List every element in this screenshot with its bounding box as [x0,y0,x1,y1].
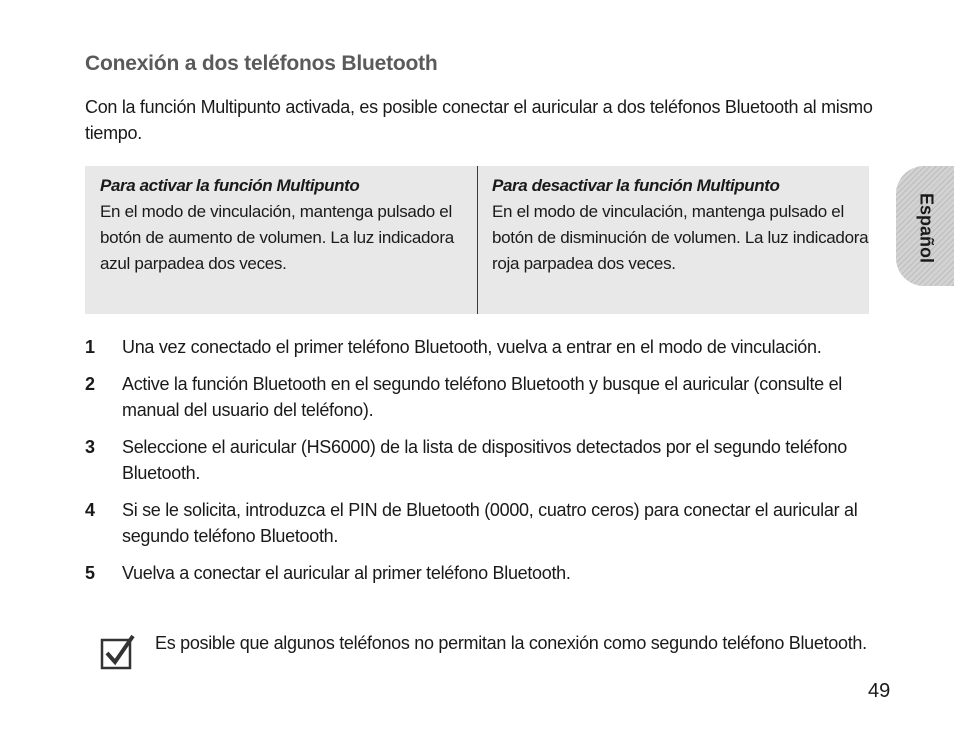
deactivate-title: Para desactivar la función Multipunto [492,176,780,195]
checkbox-note-icon [100,634,136,670]
step-number: 4 [85,500,95,520]
deactivate-body: En el modo de vinculación, mantenga pulsado el botón de disminución de volumen. La luz indicadora roja parpadea dos veces. [492,202,869,273]
activate-title: Para activar la función Multipunto [100,176,360,195]
section-heading: Conexión a dos teléfonos Bluetooth [85,52,438,75]
page-number: 49 [868,680,891,702]
step-text: Una vez conectado el primer teléfono Bluetooth, vuelva a entrar en el modo de vinculación. [122,337,822,357]
step-item [85,497,875,549]
steps-list [85,334,875,597]
note-text: Es posible que algunos teléfonos no permitan la conexión como segundo teléfono Bluetooth. [155,633,867,653]
step-text: Si se le solicita, introduzca el PIN de Bluetooth (0000, cuatro ceros) para conectar el auricular al segundo teléfono Bluetooth. [122,500,858,546]
step-text: Seleccione el auricular (HS6000) de la lista de dispositivos detectados por el segundo teléfono Bluetooth. [122,437,847,483]
step-item [85,371,875,423]
multipoint-table [85,166,869,314]
step-text: Active la función Bluetooth en el segundo teléfono Bluetooth y busque el auricular (consulte el manual del usuario del teléfono). [122,374,842,420]
step-number: 5 [85,563,95,583]
step-item [85,560,875,586]
deactivate-column [477,166,869,314]
step-item [85,434,875,486]
activate-column [85,166,477,314]
step-item [85,334,875,360]
language-tab-label: Español [916,192,937,264]
step-text: Vuelva a conectar el auricular al primer teléfono Bluetooth. [122,563,571,583]
step-number: 2 [85,374,95,394]
activate-body: En el modo de vinculación, mantenga pulsado el botón de aumento de volumen. La luz indicadora azul parpadea dos veces. [100,202,454,273]
step-number: 1 [85,337,95,357]
step-number: 3 [85,437,95,457]
note-block [100,630,870,656]
intro-paragraph: Con la función Multipunto activada, es posible conectar el auricular a dos teléfonos Bluetooth al mismo tiempo. [85,97,873,143]
